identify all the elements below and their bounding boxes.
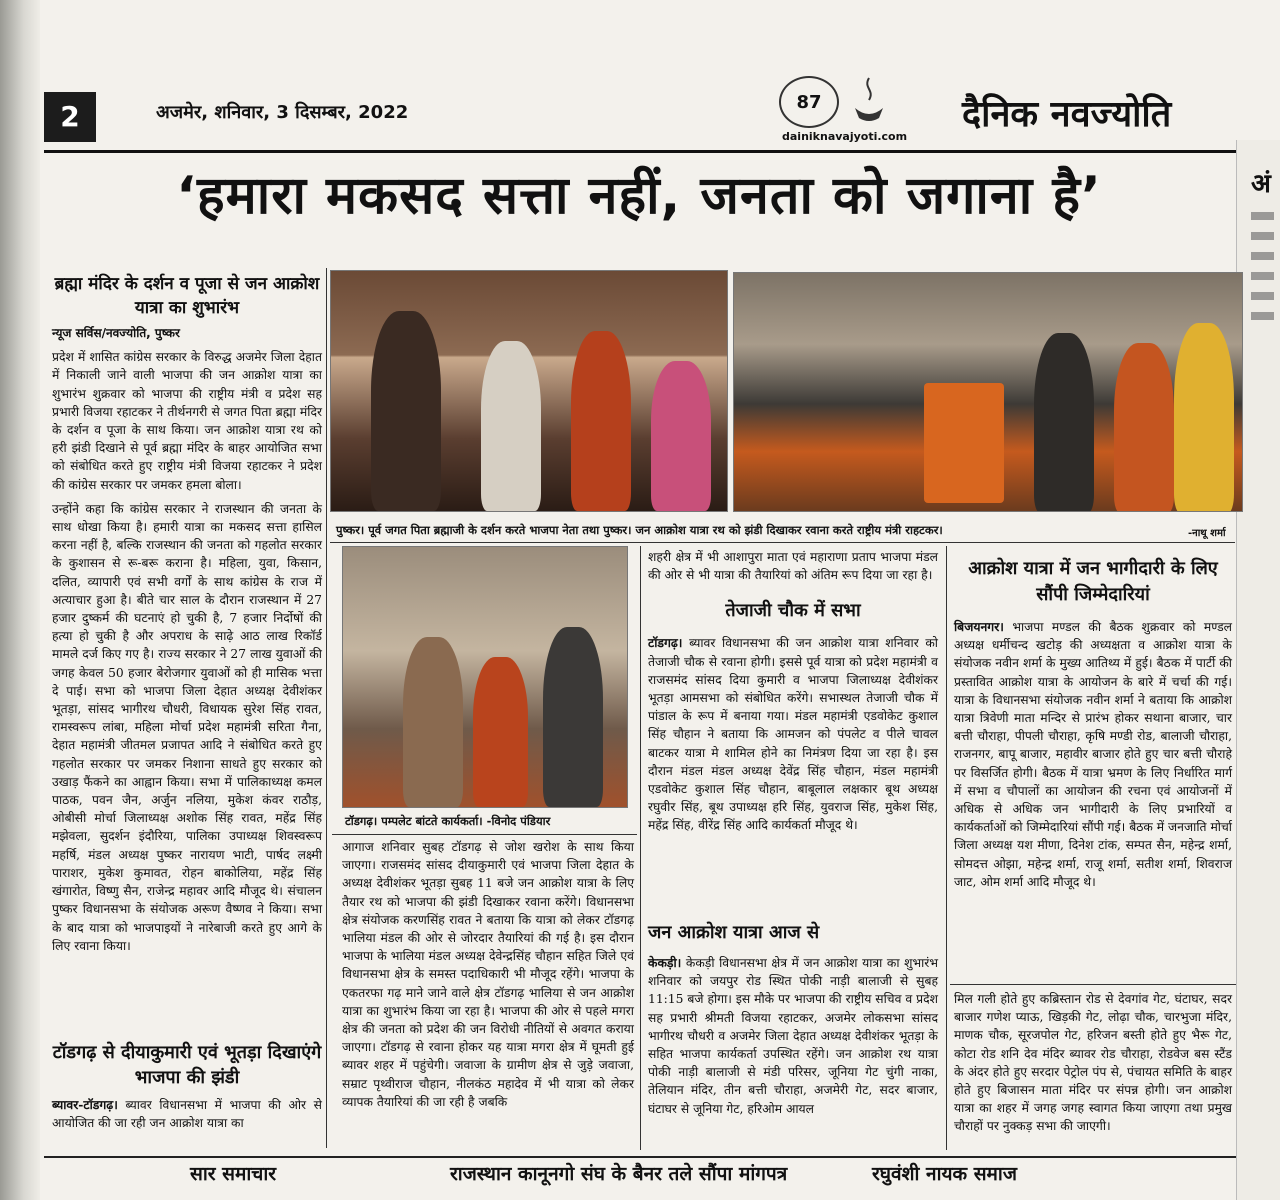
person-figure <box>371 311 441 511</box>
story-paragraph <box>954 618 1232 891</box>
paper-name: दैनिक नवज्योति <box>962 94 1172 135</box>
story-brahma-temple <box>52 272 322 955</box>
text-fragment <box>1251 292 1274 300</box>
dateline-place: ब्यावर-टॉडगढ़। <box>52 1097 118 1112</box>
photo-caption-main <box>336 523 1176 538</box>
person-figure <box>571 331 631 511</box>
text-fragment <box>1251 252 1274 260</box>
flag-shape <box>924 383 1004 503</box>
story-text: भाजपा मण्डल की बैठक शुक्रवार को मण्डल अध्यक्ष धर्मीचन्द खटोड़ की अध्यक्षता व आक्रोश यात्रा के संयोजक नवीन शर्मा के मुख्य आतिथ्य में हुई। बैठक में पार्टी की प्रस्तावित आक्रोश यात्रा के आयोजन के बारे में चर्चा की गई। यात्रा के विधानसभा संयोजक नवीन शर्मा ने बताया कि आक्रोश यात्रा त्रिवेणी माता मन्दिर से प्रारंभ होकर सथाना बाजार, चार बत्ती चौराहा, पीपली चौराहा, कृषि मण्डी रोड, बालाजी चौराहा, राजनगर, बापू बाजार, महावीर बाजार होते हुए चार बत्ती चौराहे पर विसर्जित होगी। बैठक में यात्रा भ्रमण के लिए निर्धारित मार्ग में सभा व चौपालों का आयोजन की रचना एवं आयोजनों में अधिक से अधिक जन भागीदारी के लिए प्रभारियों व कार्यकर्ताओं को जिम्मेदारियां सौंपी गई। बैठक में जनजाति मोर्चा जिला अध्यक्ष यश मीणा, दिनेश टांक, सम्पत सैन, महेन्द्र शर्मा, सोमदत्त ओझा, महेन्द्र शर्मा, राजू शर्मा, सतीश शर्मा, शिवराज जाट, ओम शर्मा आदि मौजूद थे। <box>954 620 1232 889</box>
person-figure <box>473 657 528 807</box>
story-headline: ब्रह्मा मंदिर के दर्शन व पूजा से जन आक्रोश यात्रा का शुभारंभ <box>54 274 320 318</box>
story-todgarh-flag <box>52 1040 322 1132</box>
person-figure <box>1034 333 1094 512</box>
section-divider <box>330 542 1235 543</box>
story-tejaji-chowk <box>648 548 938 835</box>
footer-headline-center: राजस्थान कानूनगो संघ के बैनर तले सौंपा मांगपत्र <box>450 1163 788 1185</box>
next-page-heading: अं <box>1251 169 1271 199</box>
dateline: अजमेर, शनिवार, 3 दिसम्बर, 2022 <box>156 102 409 123</box>
footer-headline-right: रघुवंशी नायक समाज <box>872 1163 1017 1185</box>
story-paragraph <box>648 954 938 1118</box>
caption-text: पुष्कर। पूर्व जगत पिता ब्रह्माजी के दर्शन करते भाजपा नेता तथा पुष्कर। जन आक्रोश यात्रा रथ को झंडी दिखाकर रवाना करते राष्ट्रीय मंत्री राहटकर। <box>336 523 943 537</box>
text-fragment <box>1251 232 1274 240</box>
column-divider <box>326 268 327 1148</box>
lamp-logo-icon <box>849 74 889 126</box>
dateline-place: केकड़ी। <box>648 955 682 970</box>
footer-rule <box>44 1156 1236 1158</box>
story-paragraph: शहरी क्षेत्र में भी आशापुरा माता एवं महाराणा प्रताप भाजपा मंडल की ओर से भी यात्रा की तैयारियां को अंतिम रूप दिया जा रहा है। <box>648 550 938 583</box>
column-divider <box>640 546 641 1150</box>
person-figure <box>481 341 541 511</box>
masthead <box>44 66 1259 150</box>
text-fragment <box>1251 212 1274 220</box>
story-kekri-route-continued: मिल गली होते हुए कब्रिस्तान रोड से देवगांव गेट, घंटाघर, सदर बाजार गणेश प्याऊ, खिड़की गेट, लोढ़ा चौक, चारभुजा मंदिर, माणक चौक, सूरजपोल गेट, हरिजन बस्ती होते हुए भैरू गेट, कोटा रोड शनि देव मंदिर ब्यावर रोड चौराहा, रोडवेज बस स्टैंड के अंदर होते हुए सरदार पेट्रोल पंप से, पंचायत समिति के बाहर होते हुए बिजासन माता मंदिर पर संपन्न होगी। जन आक्रोश यात्रा का शहर में जगह जगह स्वागत किया जाएगा तथा प्रमुख चौराहों पर नुक्कड़ सभा की जाएगी। <box>954 992 1232 1134</box>
story-text: केकड़ी विधानसभा क्षेत्र में जन आक्रोश यात्रा का शुभारंभ शनिवार को जयपुर रोड स्थित पोकी नाड़ी बालाजी से सुबह 11:15 बजे होगा। इस मौके पर भाजपा की राष्ट्रीय सचिव व प्रदेश सह प्रभारी श्रीमती विजया रहाटकर, अजमेर लोकसभा सांसद भागीरथ चौधरी व अजमेर जिला देहात अध्यक्ष देवीशंकर भूतड़ा के सहित भाजपा कार्यकर्ता उपस्थित रहेंगे। जन आक्रोश रथ यात्रा पोकी नाड़ी बालाजी से मंडी परिसर, जूनिया गेट चुंगी नाका, तेलियान मंदिर, तीन बत्ती चौराहा, अजमेरी गेट, सदर बाजार, घंटाघर से जूनिया गेट, हरिओम आयल <box>648 956 938 1116</box>
story-headline: जन आक्रोश यात्रा आज से <box>648 922 820 943</box>
story-paragraph <box>52 1096 322 1132</box>
story-text: ब्यावर विधानसभा में भाजपा की ओर से आयोजित की जा रही जन आक्रोश यात्रा का <box>52 1098 322 1131</box>
person-figure <box>1174 323 1234 512</box>
story-headline: तेजाजी चौक में सभा <box>725 600 861 622</box>
dateline-place: बिजयनगर। <box>954 619 1004 634</box>
story-bijaynagar <box>954 556 1232 891</box>
story-headline: टॉडगढ़ से दीयाकुमारी एवं भूतड़ा दिखाएंगे भाजपा की झंडी <box>52 1042 322 1088</box>
section-divider <box>950 984 1236 985</box>
story-text: ब्यावर विधानसभा की जन आक्रोश यात्रा शनिवार को तेजाजी चौक से रवाना होगी। इससे पूर्व यात्रा को प्रदेश महामंत्री व राजसमंद सांसद दिया कुमारी व भाजपा जिलाध्यक्ष देवीशंकर भूतड़ा आमसभा को संबोधित करेंगे। सभास्थल तेजाजी चौक में पांडाल के रूप में बनाया गया। मंडल महामंत्री एडवोकेट कुशाल सिंह चौहान ने बताया कि आमजन को पंपलेट व पीले चावल बाटकर यात्रा मे शामिल होने का निमंत्रण दिया जा रहा है। इस दौरान मंडल मंडल अध्यक्ष देवेंद्र सिंह चौहान, मंडल महामंत्री एडवोकेट कुशाल सिंह चौहान, बाबूलाल लक्षकार बूथ अध्यक्ष रघुवीर सिंह, बूथ उपाध्यक्ष हरि सिंह, युवराज सिंह, मुकेश सिंह, महेंद्र सिंह, वीरेंद्र सिंह आदि कार्यकर्ता मौजूद थे। <box>648 636 938 833</box>
person-figure <box>543 627 603 807</box>
photo-caption-todgarh: टॉडगढ़। पम्पलेट बांटते कार्यकर्ता। -विनोद पंडियार <box>345 814 551 828</box>
anniversary-badge: 87 <box>779 76 839 128</box>
story-headline: आक्रोश यात्रा में जन भागीदारी के लिए सौंपी जिम्मेदारियां <box>968 558 1218 605</box>
photo-credit: -नाथू शर्मा <box>1188 528 1226 539</box>
text-fragment <box>1251 312 1274 320</box>
story-todgarh-flag-continued: आगाज शनिवार सुबह टॉडगढ़ से जोश खरोश के साथ किया जाएगा। राजसमंद सांसद दीयाकुमारी एवं भाजपा जिला देहात के अध्यक्ष देवीशंकर भूतड़ा सुबह 11 बजे जन आक्रोश यात्रा के लिए तैयार रथ को भाजपा की झंडी दिखाकर रवाना करेंगे। विधानसभा क्षेत्र संयोजक करणसिंह रावत ने बताया कि यात्रा को लेकर टॉडगढ़ भालिया मंडल की ओर से जोरदार तैयारियां की गई है। इस दौरान भाजपा के भालिया मंडल अध्यक्ष देवेन्द्रसिंह चौहान सहित जिले एवं विधानसभा क्षेत्र के समस्त पदाधिकारी भी मौजूद रहेंगे। भाजपा के एकतरफा गढ़ माने जाने वाले क्षेत्र टॉडगढ़ भालिया से जन आक्रोश यात्रा का शुभारंभ किया जा रहा है। भाजपा की ओर से पहले मगरा क्षेत्र की जनता को प्रदेश की जन विरोधी नीतियों से अवगत कराया जाएगा। टॉडगढ़ से रवाना होकर यह यात्रा मगरा क्षेत्र में घूमती हुई ब्यावर शहर में पहुंचेगी। जवाजा के ग्रामीण क्षेत्र से जुड़े जवाजा, सम्राट पृथ्वीराज चौहान, नीलकंठ महादेव में भी यात्रा को लेकर व्यापक तैयारियां की जा रही है जबकि <box>342 840 634 1109</box>
website-url: dainiknavajyoti.com <box>782 130 908 143</box>
masthead-rule <box>44 150 1259 153</box>
text-fragment <box>1251 272 1274 280</box>
person-figure <box>651 361 711 511</box>
dateline-place: टॉडगढ़। <box>648 635 683 651</box>
photo-pamphlet-distribution <box>342 546 628 808</box>
person-figure <box>403 637 463 807</box>
section-divider <box>332 834 637 835</box>
story-paragraph: प्रदेश में शासित कांग्रेस सरकार के विरुद्ध अजमेर जिला देहात में निकाली जाने वाली भाजपा की जन आक्रोश यात्रा का शुभारंभ शुक्रवार को भाजपा की राष्ट्रीय मंत्री व प्रदेश सह प्रभारी विजया रहाटकर ने तीर्थनगरी से जगत पिता ब्रह्मा मंदिर के दर्शन व पूजा के साथ किया। जन आक्रोश यात्रा रथ को हरी झंडी दिखाने से पूर्व ब्रह्मा मंदिर के बाहर आयोजित सभा को संबोधित करते हुए राष्ट्रीय मंत्री विजया रहाटकर ने प्रदेश की कांग्रेस सरकार पर जमकर हमला बोला। <box>52 350 322 492</box>
byline: न्यूज सर्विस/नवज्योति, पुष्कर <box>52 326 180 340</box>
column-divider <box>946 546 947 1150</box>
page-number: 2 <box>44 92 96 142</box>
page-binding-edge <box>0 0 40 1200</box>
banner-headline: ‘हमारा मकसद सत्ता नहीं, जनता को जगाना है’ <box>176 166 1102 226</box>
photo-brahma-temple-darshan <box>330 270 728 512</box>
person-figure <box>1114 343 1174 512</box>
story-paragraph: उन्होंने कहा कि कांग्रेस सरकार ने राजस्थान की जनता के साथ धोखा किया है। हमारी यात्रा का मकसद सत्ता हासिल करना नहीं है, बल्कि राजस्थान की जनता को गहलोत सरकार के कुशासन से रू-बरू कराना है। महिला, युवा, किसान, दलित, व्यापारी एवं सभी वर्गों के साथ कांग्रेस के राज में अत्याचार हुआ है। बीते चार साल के दौरान राजस्थान में 27 हजार दुष्कर्म की घटनाएं हो चुकी है, 7 हजार निर्दोषों की हत्या हो चुकी है और अपराध के साढ़े आठ लाख रिकॉर्ड मामले दर्ज किए गए है। राज्य सरकार ने 27 लाख युवाओं की जगह केवल 50 हजार बेरोजगार युवाओं को ही मासिक भत्ता दे पाई। सभा को भाजपा जिला देहात अध्यक्ष देवीशंकर भूतड़ा, सांसद भागीरथ चौधरी, विधायक सुरेश सिंह रावत, रामस्वरूप लांबा, महिला मोर्चा प्रदेश महामंत्री सरिता गैना, देहात महामंत्री जीतमल प्रजापत आदि ने संबोधित करते हुए गहलोत सरकार पर जमकर निशाना साधते हुए सरकार को उखाड़ फैंकने का आह्वान किया। सभा में पालिकाध्यक्ष कमल पाठक, पवन जैन, अर्जुन नलिया, मुकेश कंवर राठौड़, ओबीसी मोर्चा जिलाध्यक्ष अशोक सिंह रावत, महेंद्र सिंह मझेवला, सुदर्शन इंदौरिया, पालिका उपाध्यक्ष शिवस्वरूप महर्षि, मंडल अध्यक्ष पुष्कर नारायण भाटी, पार्षद लक्ष्मी पाराशर, मुकेश कुमावत, रोहन बाकोलिया, महेंद्र सिंह खंगारोत, विष्णु सैन, राजेन्द्र महावर आदि मौजूद थे। संचालन पुष्कर विधानसभा के संयोजक अरूण वैष्णव ने किया। सभा के बाद यात्रा को भाजपाइयों ने नारेबाजी करते हुए आगे के लिए रवाना किया। <box>52 501 322 953</box>
footer-headline-left: सार समाचार <box>190 1163 277 1185</box>
photo-rath-flag-off <box>733 272 1243 512</box>
story-paragraph <box>648 634 938 834</box>
story-kekri-yatra <box>648 920 938 1118</box>
